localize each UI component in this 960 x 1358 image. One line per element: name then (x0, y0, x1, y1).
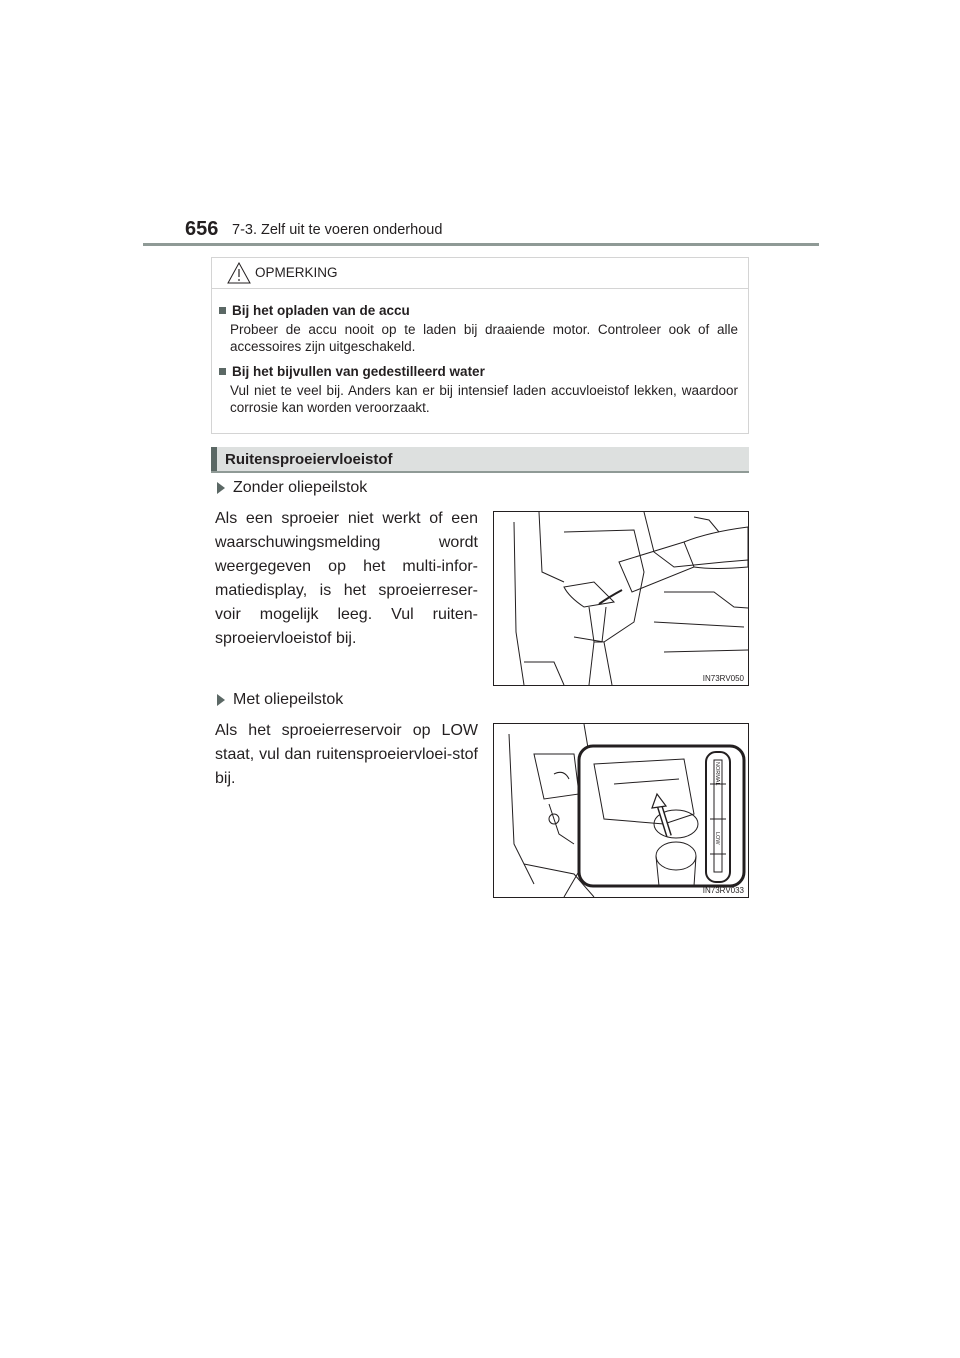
header-rule (143, 243, 819, 246)
case-label-without-dipstick: Zonder oliepeilstok (217, 479, 367, 497)
section-heading: Ruitensproeiervloeistof (211, 447, 749, 473)
notice-header (212, 258, 748, 289)
arrow-bullet-icon (217, 482, 225, 494)
notice-box (211, 257, 749, 434)
arrow-bullet-icon (217, 694, 225, 706)
page-number: 656 (185, 218, 219, 240)
gauge-label-low: LOW (714, 832, 720, 845)
engine-bay-dipstick-illustration (494, 724, 748, 897)
notice-item-title: Bij het bijvullen van gedestilleerd water (219, 364, 738, 379)
figure-code: IN73RV033 (702, 886, 744, 895)
gauge-label-normal: NORMAL (714, 762, 720, 786)
notice-item-text: Vul niet te veel bij. Anders kan er bij intensief laden accuvloeistof lekken, waardoor corrosie kan worden veroorzaakt. (230, 383, 738, 415)
notice-body (212, 289, 748, 416)
notice-item-text: Probeer de accu nooit op te laden bij draaiende motor. Controleer ook of alle accessoires zijn uitgeschakeld. (230, 322, 738, 354)
notice-item-title: Bij het opladen van de accu (219, 303, 738, 318)
case-text-without-dipstick: Als een sproeier niet werkt of een waarschuwingsmelding wordt weergegeven op het multi-infor-matiedisplay, is het sproeierreser-voir mogelijk leeg. Vul ruiten-sproeiervloeistof bij. (215, 510, 478, 647)
case-label-with-dipstick: Met oliepeilstok (217, 691, 343, 709)
case-text-with-dipstick: Als het sproeierreservoir op LOW staat, vul dan ruitensproeiervloei-stof bij. (215, 722, 478, 787)
notice-title: OPMERKING (255, 265, 338, 280)
warning-icon (227, 262, 251, 284)
section-title: 7-3. Zelf uit te voeren onderhoud (232, 222, 443, 238)
figure-dipstick (493, 723, 749, 898)
figure-refill-funnel (493, 511, 749, 686)
figure-code: IN73RV050 (702, 674, 744, 683)
engine-bay-funnel-illustration (494, 512, 748, 685)
